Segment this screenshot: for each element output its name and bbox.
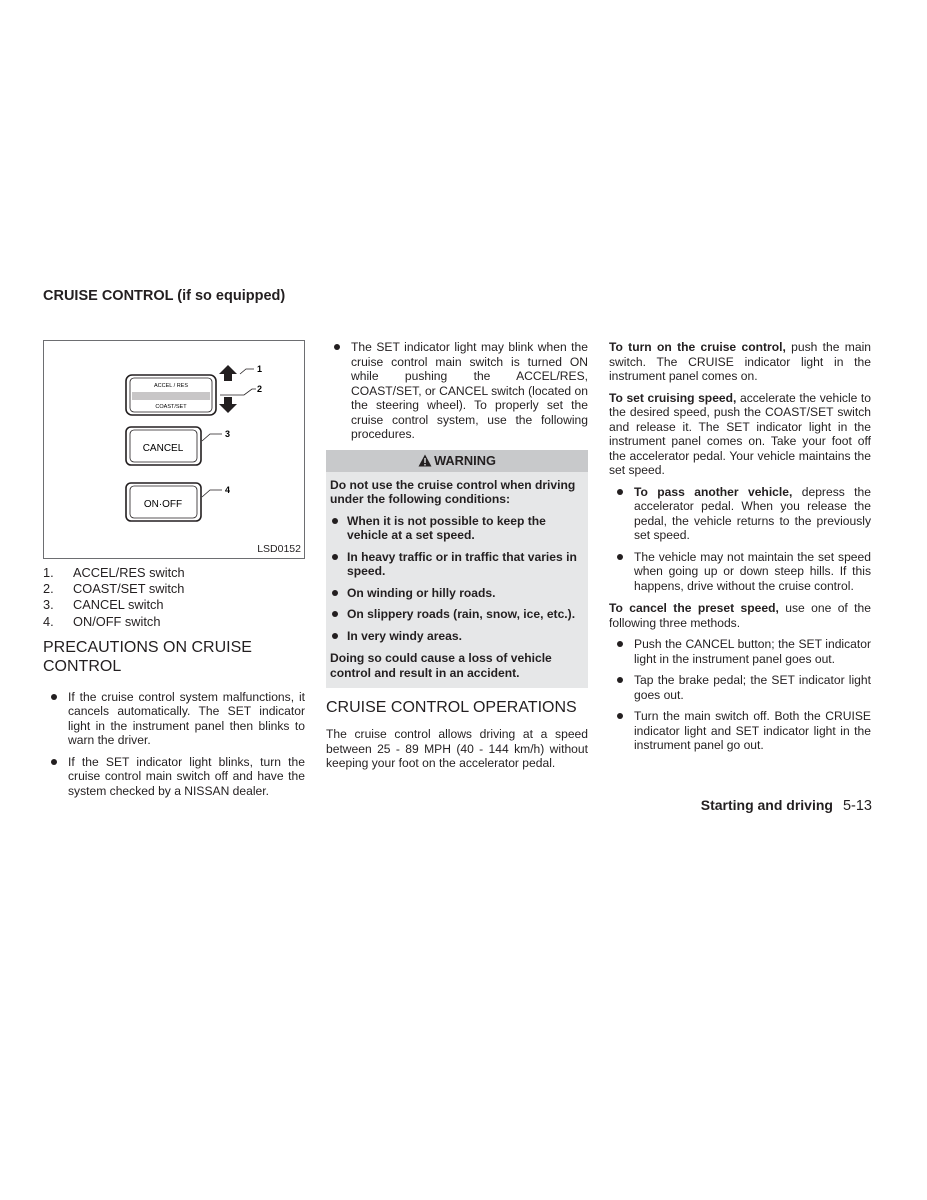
column-right <box>609 340 871 761</box>
warning-box <box>326 450 588 689</box>
callout-1: 1 <box>257 364 263 374</box>
list-item: The vehicle may not maintain the set speed when going up or down steep hills. If this happens, drive without the cruise control. <box>609 550 871 594</box>
on-off-switch-label: ON·OFF <box>143 499 183 510</box>
list-item: In very windy areas. <box>330 629 584 644</box>
bullet-icon <box>332 590 338 596</box>
section-title: CRUISE CONTROL (if so equipped) <box>43 288 286 304</box>
list-item: When it is not possible to keep the vehicle at a set speed. <box>330 514 584 543</box>
list-item: In heavy traffic or in traffic that varies in speed. <box>330 550 584 579</box>
bullet-icon <box>617 677 623 683</box>
page-number: 5-13 <box>842 798 872 814</box>
list-item: To pass another vehicle, depress the accelerator pedal. When you release the pedal, the vehicle returns to the previously set speed. <box>609 485 871 543</box>
bullet-icon <box>332 554 338 560</box>
coast-set-label: COAST/SET <box>155 404 187 410</box>
bullet-icon <box>51 694 57 700</box>
set-speed-paragraph: To set cruising speed, accelerate the vehicle to the desired speed, push the COAST/SET switch and release it. The SET indicator light in the instrument panel comes on. Take your foot off the accelerator pedal. Your vehicle maintains the set speed. <box>609 390 871 477</box>
warning-outro: Doing so could cause a loss of vehicle control and result in an accident. <box>330 651 552 680</box>
warning-conditions <box>326 514 588 644</box>
list-item: Tap the brake pedal; the SET indicator light goes out. <box>609 673 871 702</box>
bullet-icon <box>334 344 340 350</box>
up-arrow-icon <box>219 365 237 381</box>
bullet-icon <box>617 489 623 495</box>
warning-header <box>326 450 588 472</box>
turn-on-paragraph: To turn on the cruise control, push the main switch. The CRUISE indicator light in the instrument panel comes on. <box>609 340 871 383</box>
legend-item: 1. ACCEL/RES switch <box>43 565 185 580</box>
list-item: Push the CANCEL button; the SET indicator light in the instrument panel goes out. <box>609 637 871 666</box>
set-speed-notes <box>609 485 871 594</box>
warning-title: WARNING <box>434 452 496 468</box>
cancel-switch-label: CANCEL <box>142 443 184 454</box>
callout-2: 2 <box>257 384 263 394</box>
list-item: If the cruise control system malfunctions, it cancels automatically. The SET indicator light in the instrument panel then blinks to warn the driver. <box>43 690 305 748</box>
figure-code: LSD0152 <box>257 542 301 555</box>
precautions-list-continued <box>326 340 588 442</box>
list-item: The SET indicator light may blink when the cruise control main switch is turned ON while pushing the ACCEL/RES, COAST/SET, or CANCEL switch (located on the steering wheel). To properly set the cruise control system, use the following procedures. <box>326 340 588 442</box>
legend-item: 4. ON/OFF switch <box>43 613 161 629</box>
bullet-icon <box>332 611 338 617</box>
column-middle <box>326 340 588 778</box>
cancel-paragraph: To cancel the preset speed, use one of the following three methods. <box>609 601 871 630</box>
page-footer <box>600 797 872 814</box>
bullet-icon <box>617 554 623 560</box>
accel-res-label: ACCEL / RES <box>153 383 189 389</box>
list-item: If the SET indicator light blinks, turn the cruise control main switch off and have the system checked by a NISSAN dealer. <box>43 755 305 799</box>
list-item: On slippery roads (rain, snow, ice, etc.). <box>330 607 584 622</box>
operations-heading: CRUISE CONTROL OPERATIONS <box>326 699 577 716</box>
down-arrow-icon <box>219 397 237 413</box>
warning-triangle-icon <box>418 452 432 474</box>
bullet-icon <box>617 713 623 719</box>
cruise-switch-illustration <box>44 341 304 558</box>
precautions-list <box>43 690 305 799</box>
bullet-icon <box>51 759 57 765</box>
list-item: Turn the main switch off. Both the CRUISE indicator light and SET indicator light in the instrument panel go out. <box>609 709 871 753</box>
callout-3: 3 <box>225 429 231 439</box>
bullet-icon <box>617 641 623 647</box>
warning-intro: Do not use the cruise control when driving under the following conditions: <box>330 477 576 506</box>
switch-legend <box>43 565 305 630</box>
cancel-methods <box>609 637 871 753</box>
footer-section: Starting and driving <box>700 797 833 813</box>
bullet-icon <box>332 518 338 524</box>
callout-4: 4 <box>225 485 231 495</box>
operations-body: The cruise control allows driving at a speed between 25 - 89 MPH (40 - 144 km/h) without keeping your foot on the accelerator pedal. <box>326 727 588 770</box>
cruise-switch-figure <box>43 340 305 559</box>
column-left <box>43 340 305 806</box>
legend-item: 2. COAST/SET switch <box>43 581 185 597</box>
precautions-heading: PRECAUTIONS ON CRUISE CONTROL <box>43 638 252 675</box>
list-item: On winding or hilly roads. <box>330 586 584 601</box>
bullet-icon <box>332 633 338 639</box>
legend-item: 3. CANCEL switch <box>43 597 164 613</box>
